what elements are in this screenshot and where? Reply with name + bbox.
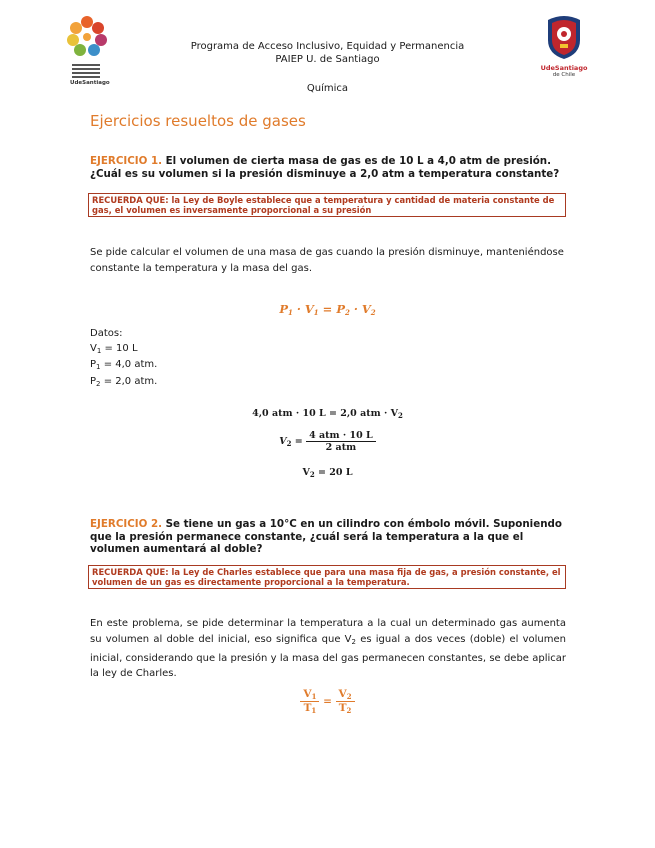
exercise-1-reminder-text: RECUERDA QUE: la Ley de Boyle establece que a temperatura y cantidad de materia constante de gas, el volumen es inversamente proporcional a su presión [92,195,555,215]
data-item-v1: $V_1 = 10$ L [90,342,138,355]
usach-logo-subname: de Chile [552,72,576,78]
calc-line-1: 4,0 atm · 10 L = 2,0 atm · $V_2$ [252,408,403,420]
paiep-line: PAIEP U. de Santiago [275,54,380,65]
v2-fraction-denominator: 2 atm [325,442,357,453]
calc-result: $V_2 = 20$ L [302,467,353,479]
exercise-2-text: Se tiene un gas a 10°C en un cilindro con émbolo móvil. Suponiendo que la presión permanece constante, ¿cuál será la temperatura a la que el volumen aumentará al doble? [90,518,562,555]
data-item-p1: $P_1 = 4,0$ atm. [90,359,158,371]
paiep-logo-caption: UdeSantiago [70,80,110,86]
data-item-p2: $P_2 = 2,0$ atm. [90,375,158,388]
v2-fraction [306,430,376,453]
exercise-1-text: El volumen de cierta masa de gas es de 10 L a 4,0 atm de presión. ¿Cuál es su volumen si la presión disminuye a 2,0 atm a temperatura constante? [90,155,560,180]
calc-line-2: $V_2$ = $\frac{\text{4 atm · 10 L}}{\text{2 atm}}$ [0,430,655,453]
program-line: Programa de Acceso Inclusivo, Equidad y Permanencia [190,41,465,52]
exercise-2-label: EJERCICIO 2. [90,518,163,530]
exercise-1-data [90,327,157,391]
exercise-2-question [90,518,568,556]
charles-right-fraction: $\frac{V_2}{T_2}$ [336,688,355,715]
subject-line: Química [306,83,349,94]
charles-left-fraction: $\frac{V_1}{T_1}$ [300,688,319,715]
exercise-2-reminder-text: RECUERDA QUE: la Ley de Charles establece que para una masa fija de gas, a presión constante, el volumen de un gas es directamente proporcional a la temperatura. [92,567,561,587]
exercise-1-label: EJERCICIO 1. [90,155,163,167]
exercise-1-explanation: Se pide calcular el volumen de una masa de gas cuando la presión disminuye, manteniéndose constante la temperatura y la masa del gas. [90,247,564,274]
paiep-logo-lines [72,64,100,78]
usach-logo-name: UdeSantiago [540,64,588,72]
charles-formula: $\frac{V_1}{T_1}$ = $\frac{V_2}{T_2}$ [0,688,655,715]
exercise-1-question [90,155,568,180]
boyle-formula: $P_1 \cdot V_1 = P_2 \cdot V_2$ [279,302,376,317]
exercise-1-reminder-box [88,193,566,217]
exercise-2-explanation: En este problema, se pide determinar la temperatura a la cual un determinado gas aumenta su volumen al doble del inicial, eso significa que $V_2$ es igual a dos veces (doble) el volumen inicial, considerando que la presión y la masa del gas permanecen constantes, se debe aplicar la ley de Charles. [90,618,566,680]
data-label: Datos: [90,328,123,339]
v2-fraction-numerator: 4 atm · 10 L [306,430,376,442]
exercise-2-reminder-box [88,565,566,589]
page-title: Ejercicios resueltos de gases [90,112,306,130]
